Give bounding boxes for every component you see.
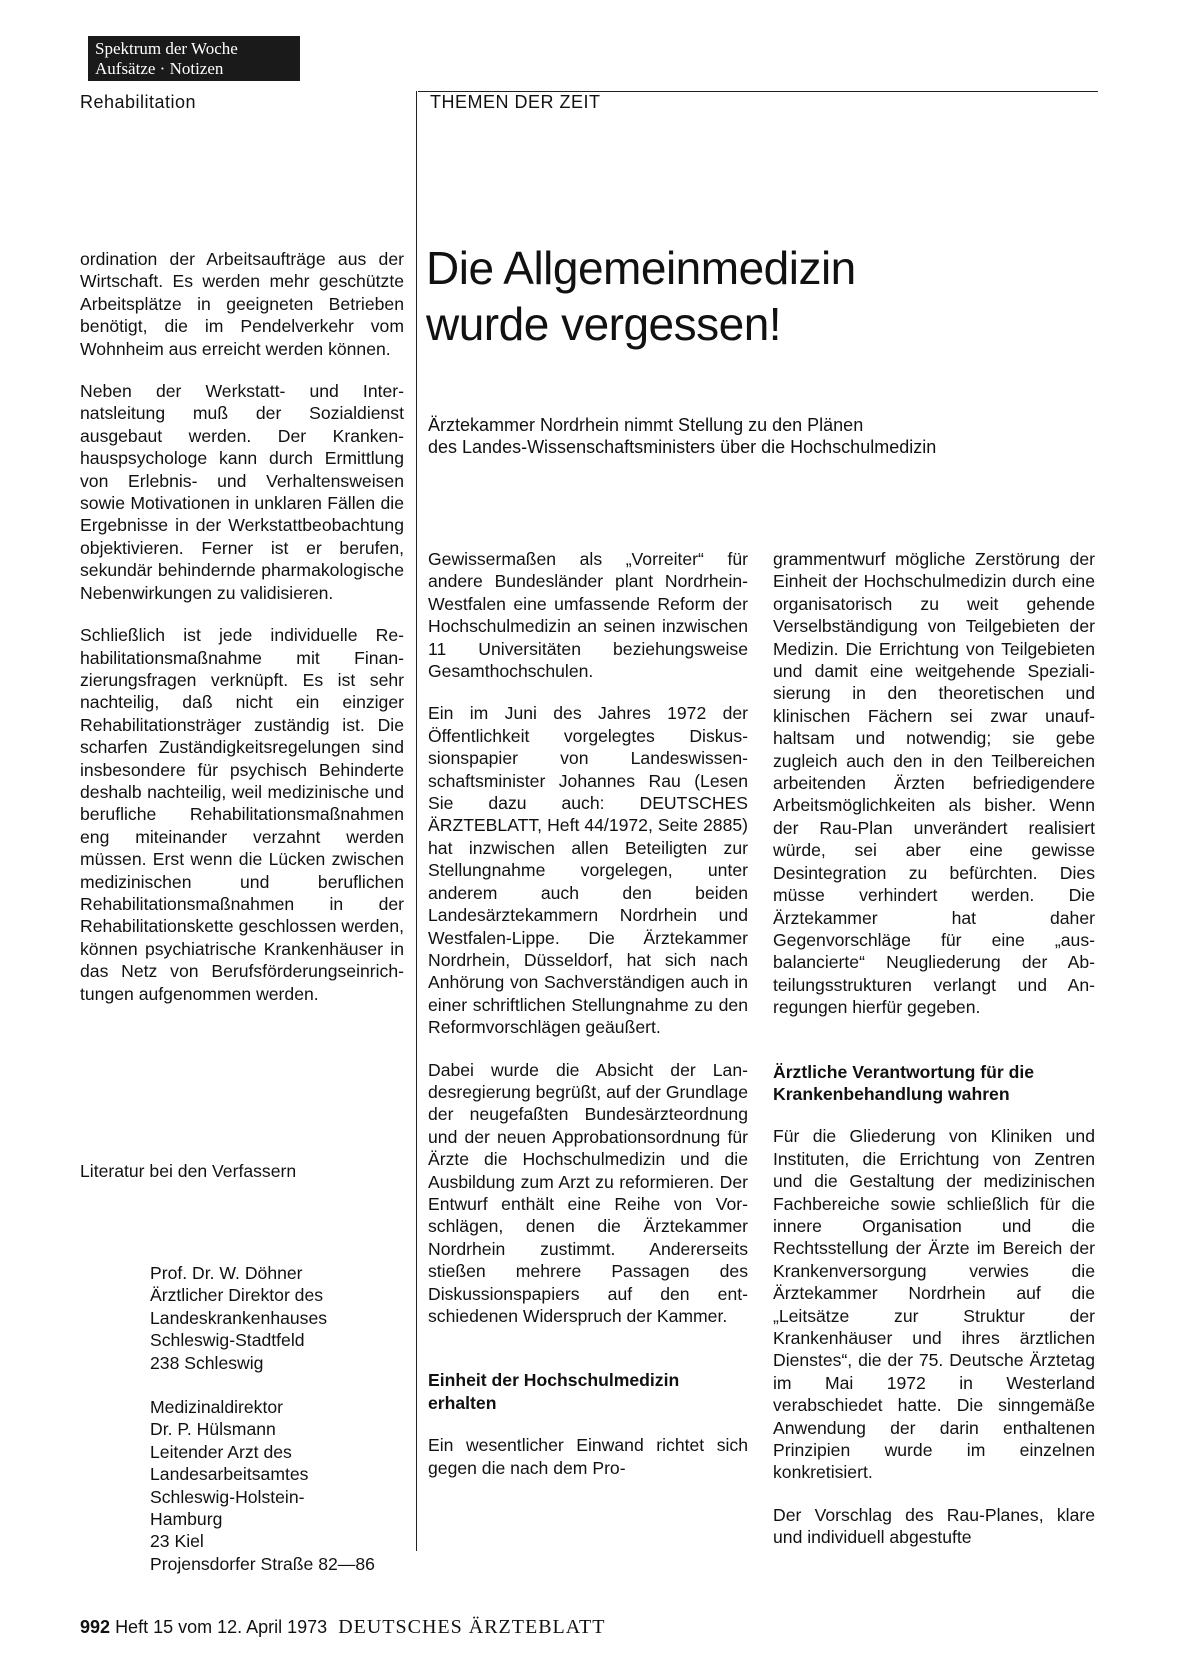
- author-block: [150, 1262, 375, 1597]
- mid-paragraph-1: Gewissermaßen als „Vorreiter“ für andere Bundesländer plant Nordrhein-Westfalen eine umfassende Reform der Hochschulmedizin an seinen inzwischen 11 Universitäten beziehungsweise Gesamthochschulen.: [428, 549, 748, 682]
- left-paragraph-2: Neben der Werkstatt- und Internatsleitung muß der Sozialdienst ausgebaut werden. Der Krankenhauspsychologe kann durch Ermittlung von Erlebnis- und Verhaltensweisen sowie Motivationen in unklaren Fällen die Ergebnisse in der Werkstattbeobachtung objektivieren. Ferner ist er berufen, sekundär behindernde pharmakologische Nebenwirkungen zu validisieren.: [80, 381, 404, 603]
- right-paragraph-2: Für die Gliederung von Kliniken und Instituten, die Errichtung von Zentren und die Gestaltung der medizinischen Fachbereiche sowie schließlich für die innere Organisation und die Rechtsstellung der Ärzte im Bereich der Krankenversorgung verwies die Ärztekammer Nordrhein auf die „Leitsätze zur Struktur der Krankenhäuser und ihres ärztlichen Dienstes“, die der 75. Deutsche Ärztetag im Mai 1972 in Westerland verabschiedet hatte. Die sinngemäße Anwendung der darin enthaltenen Prinzipien wurde im einzelnen konkretisiert.: [773, 1126, 1095, 1483]
- page-number: 992: [80, 1617, 111, 1637]
- masthead-line2: Aufsätze · Notizen: [95, 59, 224, 78]
- right-column: [773, 548, 1095, 1569]
- author-2-line: Schleswig-Holstein-: [150, 1486, 305, 1507]
- author-2-line: 23 Kiel: [150, 1531, 204, 1552]
- headline-line-1: Die Allgemeinmedizin: [426, 242, 856, 294]
- mid-subtitle: Einheit der Hochschulmedizin erhalten: [428, 1370, 680, 1413]
- mid-paragraph-3: Dabei wurde die Absicht der Landesregierung begrüßt, auf der Grundlage der neugefaßten Bundesärzteordnung und der neuen Approbationsordnung für Ärzte die Hochschulmedizin und die Ausbildung zum Arzt zu reformieren. Der Entwurf enthält eine Reihe von Vorschlägen, denen die Ärztekammer Nordrhein zustimmt. Andererseits stießen mehrere Passagen des Diskussionspapiers auf den entschiedenen Widerspruch der Kammer.: [428, 1059, 748, 1326]
- author-1-line: Schleswig-Stadtfeld: [150, 1330, 305, 1351]
- author-2-line: Landesarbeitsamtes: [150, 1464, 309, 1485]
- headline-line-2: wurde vergessen!: [426, 298, 782, 350]
- subhead-line-2: des Landes-Wissenschaftsministers über die Hochschulmedizin: [428, 437, 937, 457]
- section-label-right: THEMEN DER ZEIT: [430, 92, 601, 112]
- author-2-line: Medizinaldirektor: [150, 1397, 283, 1418]
- issue-info: Heft 15 vom 12. April 1973: [115, 1617, 328, 1637]
- right-paragraph-3: Der Vorschlag des Rau-Planes, klare und individuell abgestufte: [773, 1504, 1095, 1548]
- mid-paragraph-2: Ein im Juni des Jahres 1972 der Öffentlichkeit vorgelegtes Diskussionspapier von Landeswissenschaftsminister Johannes Rau (Lesen Sie dazu auch: DEUTSCHES ÄRZTEBLATT, Heft 44/1972, Seite 2885) hat inzwischen allen Beteiligten zur Stellungnahme vorgelegen, unter anderem auch den beiden Landesärztekammern Nordrhein und Westfalen-Lippe. Die Ärztekammer Nordrhein, Düsseldorf, hat sich nach Anhörung von Sachverständigen auch in einer schriftlichen Stellungnahme zu den Reformvorschlägen geäußert.: [428, 703, 748, 1038]
- author-1-line: Landeskrankenhauses: [150, 1307, 328, 1328]
- right-paragraph-1: grammentwurf mögliche Zerstörung der Einheit der Hochschulmedizin durch eine organisatorisch zu weit gehende Verselbständigung von Teilgebieten der Medizin. Die Errichtung von Teilgebieten und damit eine weitgehende Spezialisierung in den theoretischen und klinischen Fächern sei zwar unaufhaltsam und notwendig; sie gebe zugleich auch den in den Teilbereichen arbeitenden Ärzten befriedigendere Arbeitsmöglichkeiten als bisher. Wenn der Rau-Plan unverändert realisiert würde, sei aber eine gewisse Desintegration zu befürchten. Dies müsse verhindert werden. Die Ärztekammer hat daher Gegenvorschläge für eine „ausbalancierte“ Neugliederung der Abteilungsstrukturen verlangt und Anregungen hierfür gegeben.: [773, 549, 1095, 1018]
- article-headline: [426, 240, 1066, 352]
- left-paragraph-3: Schließlich ist jede individuelle Rehabilitationsmaßnahme mit Finanzierungsfragen verknüpft. Es ist sehr nachteilig, daß nicht ein einziger Rehabilitationsträger zuständig ist. Die scharfen Zuständigkeitsregelungen sind insbesondere für psychisch Behinderte deshalb nachteilig, weil medizinische und berufliche Rehabilitationsmaßnahmen eng miteinander verzahnt werden müssen. Erst wenn die Lücken zwischen medizinischen und beruflichen Rehabilitationsmaßnahmen in der Rehabilitationskette geschlossen werden, können psychiatrische Krankenhäuser in das Netz von Berufsförderungseinrichtungen aufgenommen werden.: [80, 625, 404, 1004]
- author-1: [150, 1262, 375, 1374]
- author-1-line: Ärztlicher Direktor des: [150, 1285, 324, 1306]
- column-divider: [416, 91, 417, 1551]
- left-paragraph-1: ordination der Arbeitsaufträge aus der Wirtschaft. Es werden mehr geschützte Arbeitsplätze in geeigneten Betrieben benötigt, die im Pendelverkehr vom Wohnheim aus erreicht werden können.: [80, 249, 404, 359]
- masthead-line1: Spektrum der Woche: [95, 39, 238, 58]
- page-footer: [80, 1616, 605, 1639]
- author-2-line: Projensdorfer Straße 82—86: [150, 1553, 375, 1574]
- author-1-line: 238 Schleswig: [150, 1352, 264, 1373]
- author-2-line: Dr. P. Hülsmann: [150, 1419, 276, 1440]
- header-rule: [418, 91, 1098, 92]
- author-2-line: Hamburg: [150, 1509, 223, 1530]
- author-1-line: Prof. Dr. W. Döhner: [150, 1263, 303, 1283]
- middle-column: [428, 548, 748, 1499]
- author-2: [150, 1396, 375, 1575]
- mid-paragraph-4: Ein wesentlicher Einwand richtet sich gegen die nach dem Pro-: [428, 1435, 748, 1478]
- section-label-left: Rehabilitation: [80, 92, 197, 112]
- masthead: [88, 36, 300, 81]
- right-subtitle: Ärztliche Verantwortung für die Krankenbehandlung wahren: [773, 1061, 1035, 1104]
- journal-name: DEUTSCHES ÄRZTEBLATT: [338, 1616, 606, 1638]
- subhead-line-1: Ärztekammer Nordrhein nimmt Stellung zu den Plänen: [428, 415, 864, 435]
- author-2-line: Leitender Arzt des: [150, 1441, 292, 1462]
- article-subheadline: [428, 414, 1088, 458]
- literatur-note: Literatur bei den Verfassern: [80, 1161, 297, 1181]
- left-column: [80, 248, 404, 1025]
